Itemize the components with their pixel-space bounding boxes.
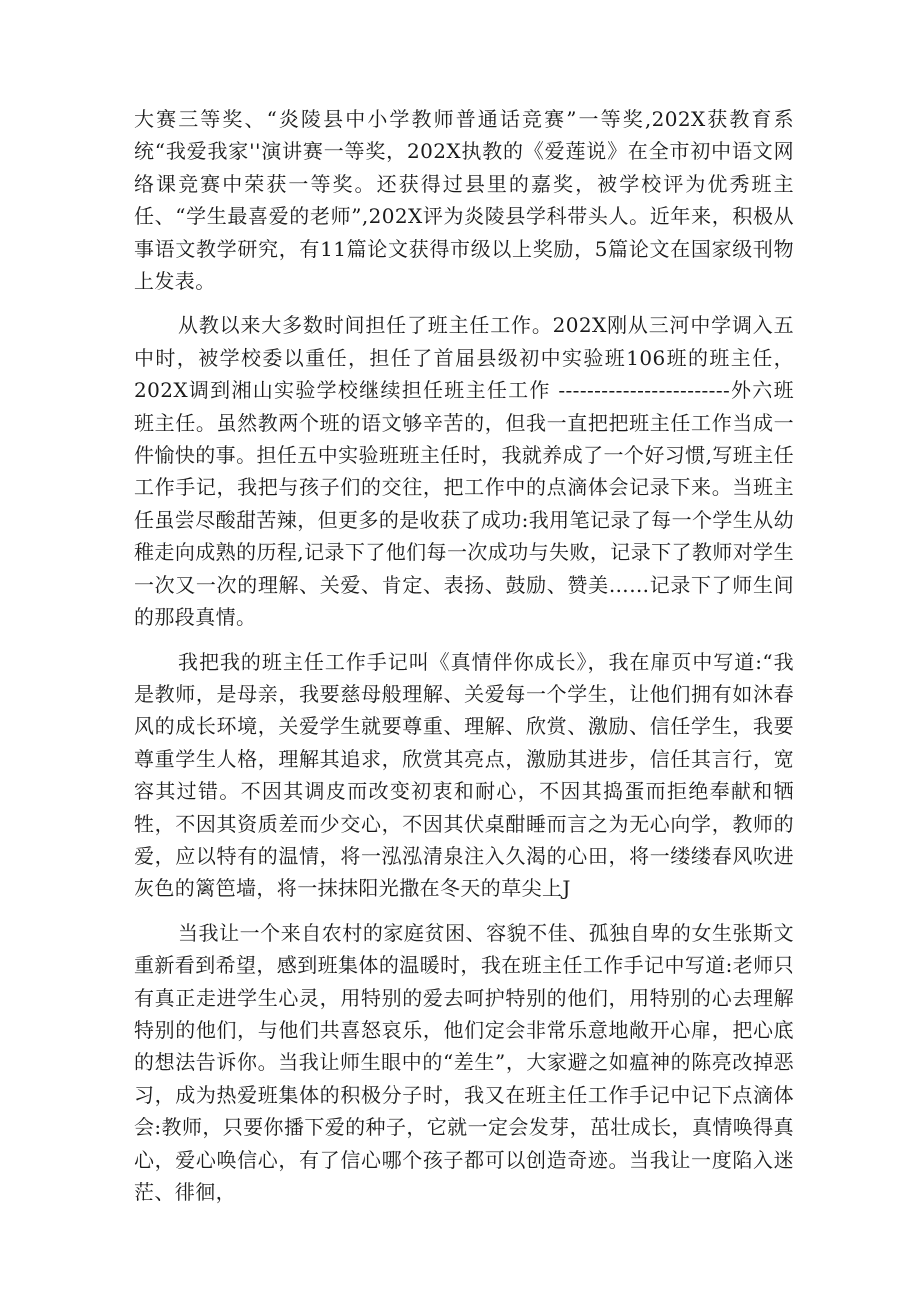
- document-page: [134, 103, 794, 1208]
- paragraph-class-teacher: 从教以来大多数时间担任了班主任工作。202X刚从三河中学调入五中时，被学校委以重任，担任了首届县级初中实验班106班的班主任，202X调到湘山实验学校继续担任班主任工作 ------------------------外六班班主任。虽然教两个班的语文够辛苦的，但我一直把把班主任工作当成一件愉快的事。担任五中实验班班主任时，我就养成了一个好习惯,写班主任工作手记，我把与孩子们的交往，把工作中的点滴体会记录下来。当班主任虽尝尽酸甜苦辣，但更多的是收获了成功:我用笔记录了每一个学生从幼稚走向成熟的历程,记录下了他们每一次成功与失败，记录下了教师对学生一次又一次的理解、关爱、肯定、表扬、鼓励、赞美……记录下了师生间的那段真情。: [134, 313, 794, 630]
- paragraph-work-notes: 我把我的班主任工作手记叫《真情伴你成长》，我在扉页中写道:“我是教师，是母亲，我要慈母般理解、关爱每一个学生，让他们拥有如沐春风的成长环境，关爱学生就要尊重、理解、欣赏、激励、信任学生，我要尊重学生人格，理解其追求，欣赏其亮点，激励其进步，信任其言行，宽容其过错。不因其调皮而改变初衷和耐心，不因其捣蛋而拒绝奉献和牺牲，不因其资质差而少交心，不因其伏桌酣睡而言之为无心向学，教师的爱，应以特有的温情，将一泓泓清泉注入久渴的心田，将一缕缕春风吹进灰色的篱笆墙，将一抹抹阳光撒在冬天的草尖上J: [134, 649, 794, 901]
- paragraph-awards: 大赛三等奖、“炎陵县中小学教师普通话竞赛”一等奖,202X获教育系统“我爱我家''演讲赛一等奖，202X执教的《爱莲说》在全市初中语文网络课竞赛中荣获一等奖。还获得过县里的嘉奖，被学校评为优秀班主任、“学生最喜爱的老师”,202X评为炎陵县学科带头人。近年来，积极从事语文教学研究，有11篇论文获得市级以上奖励，5篇论文在国家级刊物上发表。: [134, 107, 794, 294]
- paragraph-student-stories: 当我让一个来自农村的家庭贫困、容貌不佳、孤独自卑的女生张斯文重新看到希望，感到班集体的温暖时，我在班主任工作手记中写道:老师只有真正走进学生心灵，用特别的爱去呵护特别的他们，用特别的心去理解特别的他们，与他们共喜怒哀乐，他们定会非常乐意地敞开心扉，把心底的想法告诉你。当我让师生眼中的“差生”，大家避之如瘟神的陈亮改掉恶习，成为热爱班集体的积极分子时，我又在班主任工作手记中记下点滴体会:教师，只要你播下爱的种子，它就一定会发芽，茁壮成长，真情唤得真心，爱心唤信心，有了信心哪个孩子都可以创造奇迹。当我让一度陷入迷茫、徘徊，: [134, 920, 794, 1204]
